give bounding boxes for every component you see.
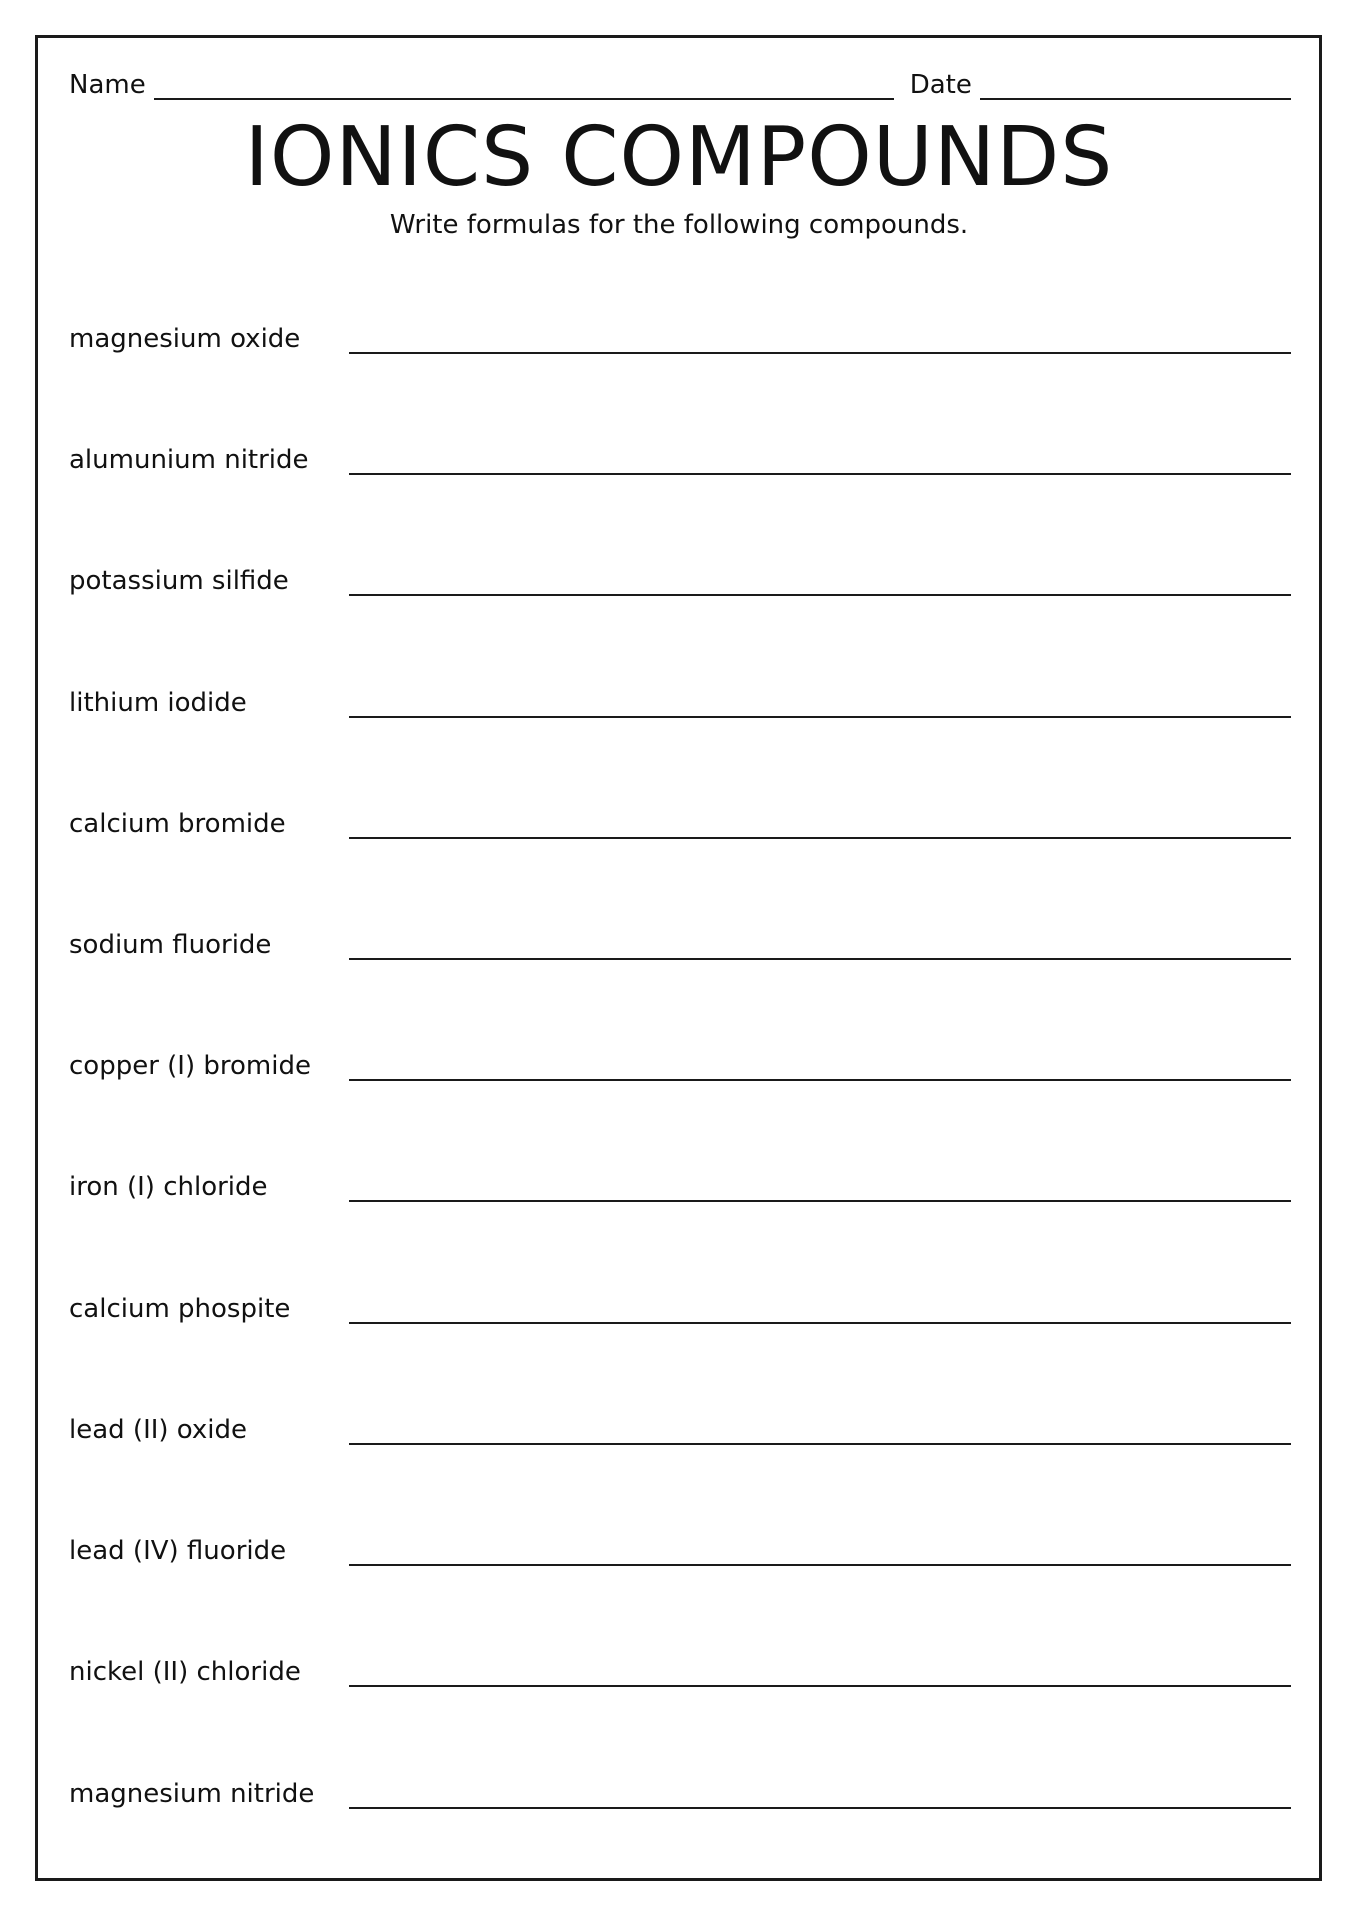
answer-line[interactable] — [349, 1322, 1291, 1324]
compound-name: magnesium nitride — [69, 1779, 315, 1809]
compound-item — [69, 1164, 1291, 1214]
answer-line[interactable] — [349, 594, 1291, 596]
header-row — [69, 60, 1291, 100]
answer-line[interactable] — [349, 1200, 1291, 1202]
compound-name: sodium fluoride — [69, 930, 272, 960]
compound-name: lead (II) oxide — [69, 1415, 248, 1445]
compound-name: calcium phospite — [69, 1294, 291, 1324]
worksheet-title: IONICS COMPOUNDS — [244, 110, 1114, 205]
compound-name: iron (I) chloride — [69, 1172, 268, 1202]
compound-item — [69, 1528, 1291, 1578]
compound-name: magnesium oxide — [69, 324, 301, 354]
compound-name: alumunium nitride — [69, 445, 309, 475]
answer-line[interactable] — [349, 1807, 1291, 1809]
compound-item — [69, 1043, 1291, 1093]
name-blank-line[interactable] — [154, 68, 894, 100]
answer-line[interactable] — [349, 1443, 1291, 1445]
name-label: Name — [69, 70, 146, 100]
answer-line[interactable] — [349, 1564, 1291, 1566]
compound-name: potassium silfide — [69, 566, 289, 596]
answer-line[interactable] — [349, 837, 1291, 839]
compound-name: lead (IV) fluoride — [69, 1536, 287, 1566]
answer-line[interactable] — [349, 352, 1291, 354]
compound-name: calcium bromide — [69, 809, 286, 839]
compound-item — [69, 1649, 1291, 1699]
date-label: Date — [909, 70, 972, 100]
compound-item — [69, 437, 1291, 487]
compound-name: nickel (II) chloride — [69, 1657, 301, 1687]
compound-item — [69, 1407, 1291, 1457]
compound-item — [69, 1286, 1291, 1336]
compound-item — [69, 558, 1291, 608]
answer-line[interactable] — [349, 1079, 1291, 1081]
answer-line[interactable] — [349, 1685, 1291, 1687]
date-blank-line[interactable] — [980, 68, 1291, 100]
compound-item — [69, 1771, 1291, 1821]
compound-item — [69, 801, 1291, 851]
compound-name: copper (I) bromide — [69, 1051, 311, 1081]
compound-item — [69, 922, 1291, 972]
compound-item — [69, 316, 1291, 366]
compound-item — [69, 680, 1291, 730]
answer-line[interactable] — [349, 716, 1291, 718]
compound-name: lithium iodide — [69, 688, 247, 718]
answer-line[interactable] — [349, 473, 1291, 475]
instructions: Write formulas for the following compounds. — [389, 210, 969, 240]
answer-line[interactable] — [349, 958, 1291, 960]
